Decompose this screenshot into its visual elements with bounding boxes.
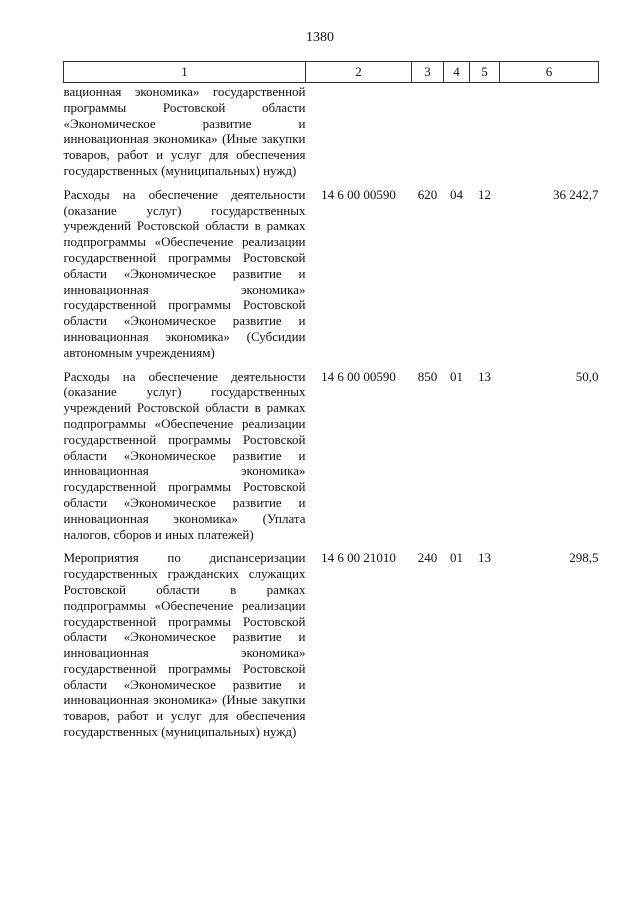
row-description: вационная экономика» государственной программы Ростовской области «Экономическое развитие и инновационная экономика» (Иные закупки товаров, работ и услуг для обеспечения государственных (муниципальных) нужд): [63, 84, 306, 178]
row-expense-type: 620: [417, 186, 438, 202]
column-header-2: 2: [306, 62, 412, 83]
row-subsection: 12: [478, 186, 491, 202]
table-row: [64, 369, 599, 551]
row-target-code: 14 6 00 00590: [321, 186, 396, 202]
column-header-5: 5: [470, 62, 500, 83]
row-amount: 298,5: [569, 550, 599, 566]
table-row: [64, 187, 599, 369]
budget-table: [63, 61, 599, 748]
column-header-1: 1: [64, 62, 306, 83]
table-row: [64, 550, 599, 748]
row-subsection: 13: [478, 550, 491, 566]
row-amount: [500, 83, 599, 187]
row-expense-type: 240: [417, 550, 438, 566]
page-number: 1380: [306, 30, 334, 45]
row-target-code: 14 6 00 00590: [321, 368, 396, 384]
row-description: Расходы на обеспечение деятельности (оказание услуг) государственных учреждений Ростовской области в рамках подпрограммы «Обеспечение реализации государственной программы Ростовской области «Экономическое развитие и инновационная экономика» государственной программы Ростовской области «Экономическое развитие и инновационная экономика» (Уплата налогов, сборов и иных платежей): [63, 368, 306, 542]
row-section: 01: [450, 368, 463, 384]
row-description: Мероприятия по диспансеризации государственных гражданских служащих Ростовской области в рамках подпрограммы «Обеспечение реализации государственной программы Ростовской области «Экономическое развитие и инновационная экономика» государственной программы Ростовской области «Экономическое развитие и инновационная экономика» (Иные закупки товаров, работ и услуг для обеспечения государственных (муниципальных) нужд): [63, 550, 306, 740]
row-subsection: [470, 83, 500, 187]
row-expense-type: [412, 83, 444, 187]
row-section: [444, 83, 470, 187]
row-description: Расходы на обеспечение деятельности (оказание услуг) государственных учреждений Ростовской области в рамках подпрограммы «Обеспечение реализации государственной программы Ростовской области «Экономическое развитие и инновационная экономика» государственной программы Ростовской области «Экономическое развитие и инновационная экономика» (Субсидии автономным учреждениям): [63, 186, 306, 360]
row-target-code: 14 6 00 21010: [321, 550, 396, 566]
row-section: 01: [450, 550, 463, 566]
column-header-4: 4: [444, 62, 470, 83]
row-subsection: 13: [478, 368, 491, 384]
row-amount: 50,0: [575, 368, 599, 384]
column-header-3: 3: [412, 62, 444, 83]
table-row: [64, 83, 599, 187]
row-expense-type: 850: [417, 368, 438, 384]
row-target-code: [306, 83, 412, 187]
table-header-row: [64, 62, 599, 83]
column-header-6: 6: [500, 62, 599, 83]
row-amount: 36 242,7: [553, 186, 599, 202]
row-section: 04: [450, 186, 463, 202]
